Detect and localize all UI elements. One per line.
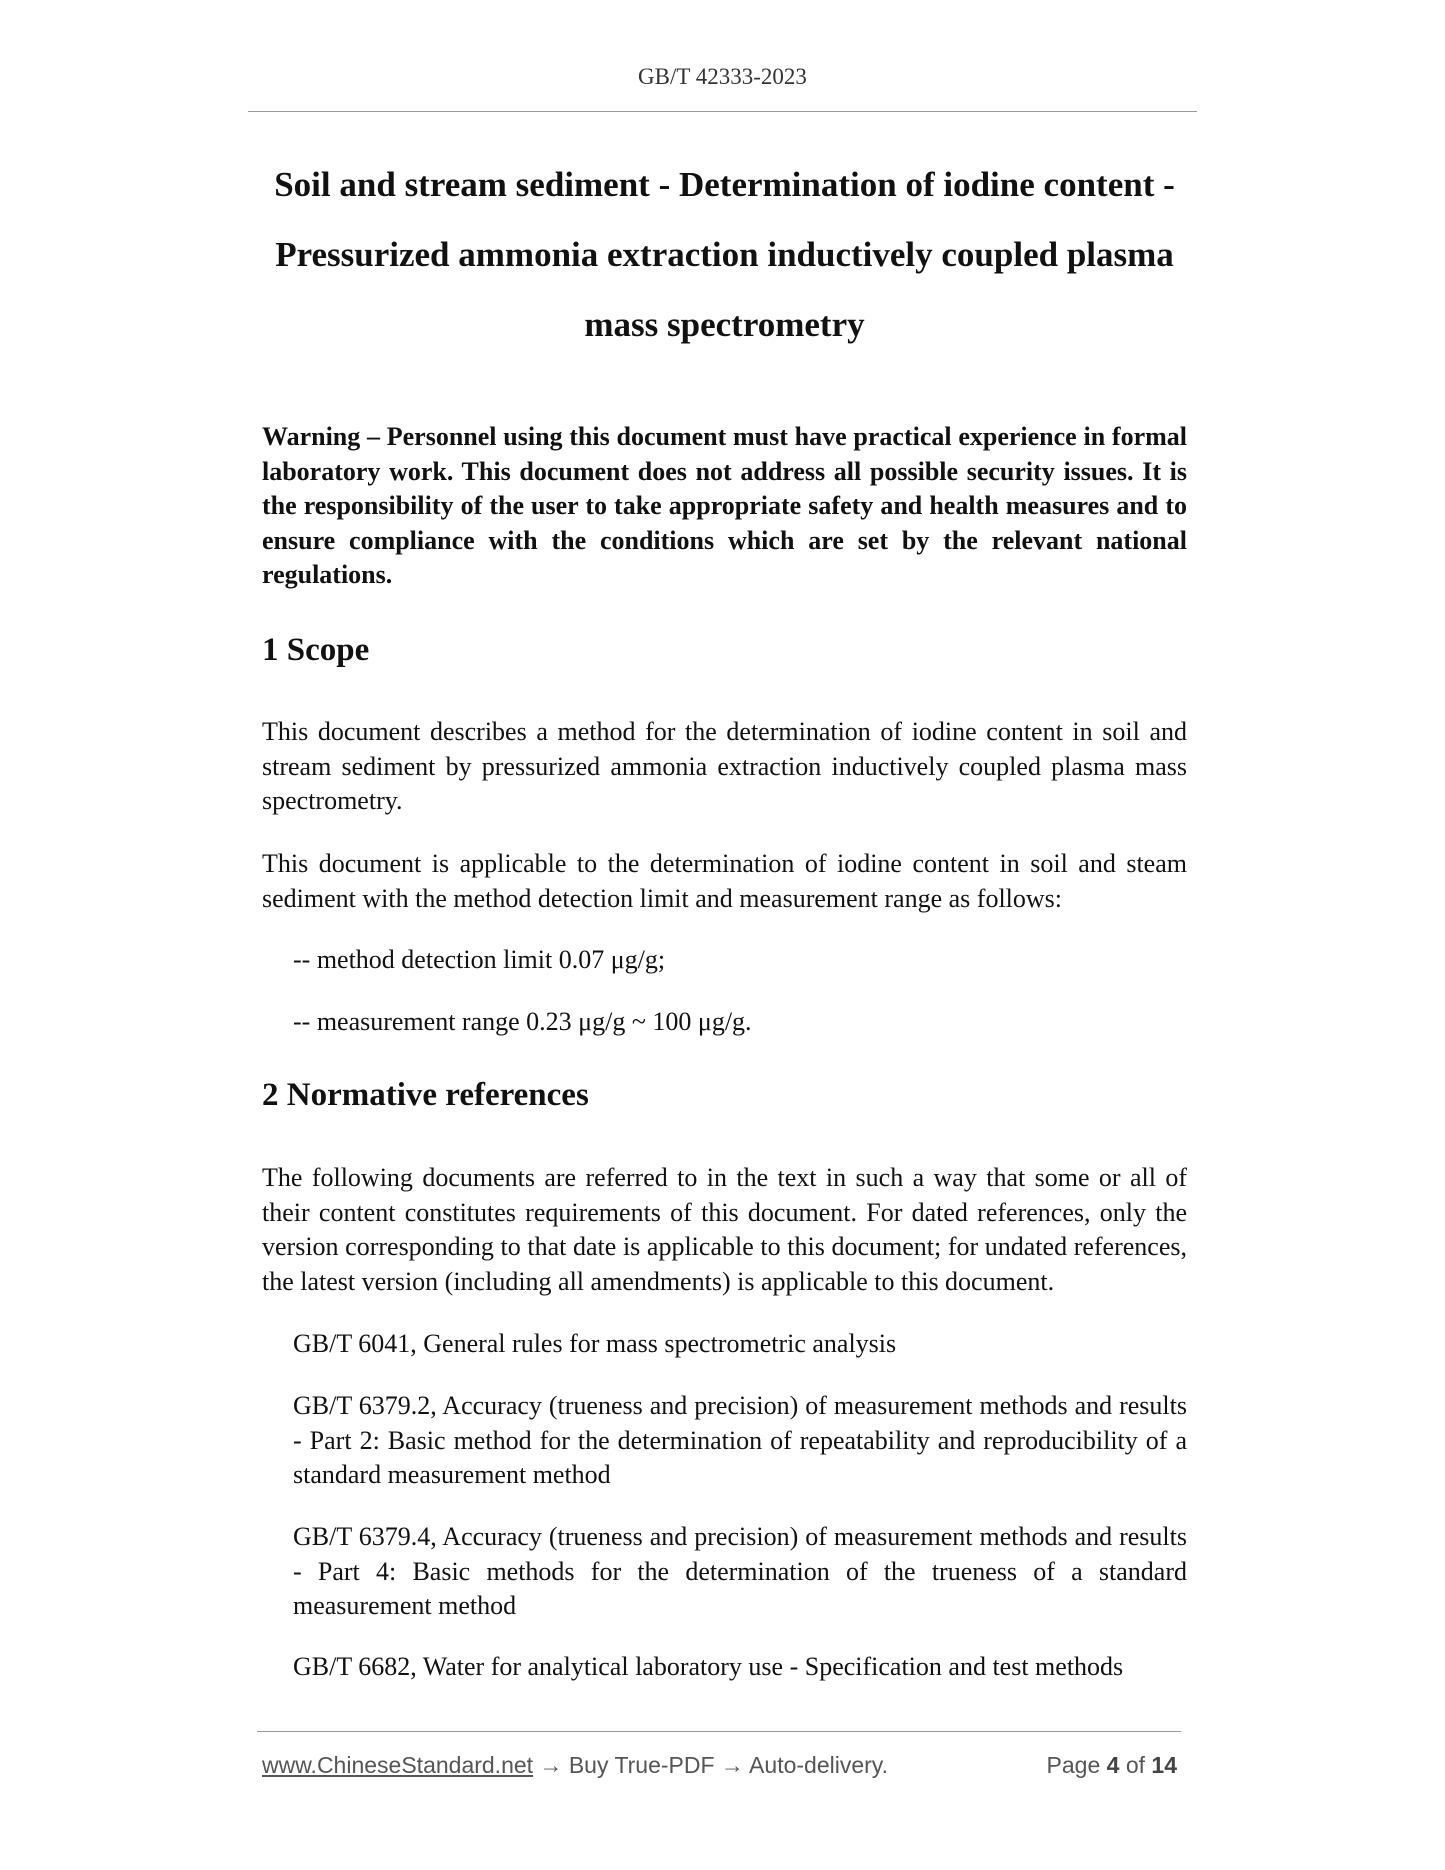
reference-item: GB/T 6682, Water for analytical laboratory use - Specification and test methods	[293, 1652, 1124, 1681]
title-line-3: mass spectrometry	[584, 305, 865, 344]
website-link[interactable]: www.ChineseStandard.net	[262, 1752, 534, 1778]
reference-item: GB/T 6379.2, Accuracy (trueness and precision) of measurement methods and results - Part 2: Basic method for the determination of repeatability and reproducibility of a standard measurement method	[293, 1391, 1187, 1489]
title-line-1: Soil and stream sediment - Determination of iodine content -	[274, 165, 1175, 204]
normative-intro-paragraph: The following documents are referred to in the text in such a way that some or all of their content constitutes requirements of this document. For dated references, only the version corresponding to that date is applicable to this document; for undated references, the latest version (including all amendments) is applicable to this document.	[262, 1163, 1187, 1296]
footer-tagline: → Buy True-PDF → Auto-delivery.	[533, 1752, 888, 1778]
page-number	[1047, 1752, 1177, 1779]
document-title	[262, 150, 1187, 360]
footer-promo	[262, 1752, 888, 1779]
reference-item: GB/T 6041, General rules for mass spectrometric analysis	[293, 1329, 897, 1358]
page-of-label: of	[1125, 1752, 1146, 1778]
reference-item: GB/T 6379.4, Accuracy (trueness and precision) of measurement methods and results - Part 4: Basic methods for the determination of the trueness of a standard measurement method	[293, 1522, 1187, 1620]
page-current: 4	[1106, 1752, 1120, 1778]
scope-list-item-measurement-range: -- measurement range 0.23 μg/g ~ 100 μg/g.	[293, 1007, 752, 1036]
scope-paragraph-2: This document is applicable to the determination of iodine content in soil and steam sediment with the method detection limit and measurement range as follows:	[262, 849, 1187, 913]
header-standard-id: GB/T 42333-2023	[638, 64, 807, 89]
section-heading-scope: 1 Scope	[262, 632, 370, 668]
scope-paragraph-1: This document describes a method for the determination of iodine content in soil and stream sediment by pressurized ammonia extraction inductively coupled plasma mass spectrometry.	[262, 717, 1187, 815]
warning-paragraph: Warning – Personnel using this document must have practical experience in formal laboratory work. This document does not address all possible security issues. It is the responsibility of the user to take appropriate safety and health measures and to ensure compliance with the conditions which are set by the relevant national regulations.	[262, 422, 1187, 589]
title-line-2: Pressurized ammonia extraction inductively coupled plasma	[275, 235, 1174, 274]
scope-list-item-detection-limit: -- method detection limit 0.07 μg/g;	[293, 945, 666, 974]
page-total: 14	[1151, 1752, 1177, 1778]
header-divider	[248, 111, 1197, 112]
footer-divider	[257, 1731, 1181, 1732]
page-label: Page	[1046, 1752, 1101, 1778]
section-heading-normative-references: 2 Normative references	[262, 1077, 589, 1113]
